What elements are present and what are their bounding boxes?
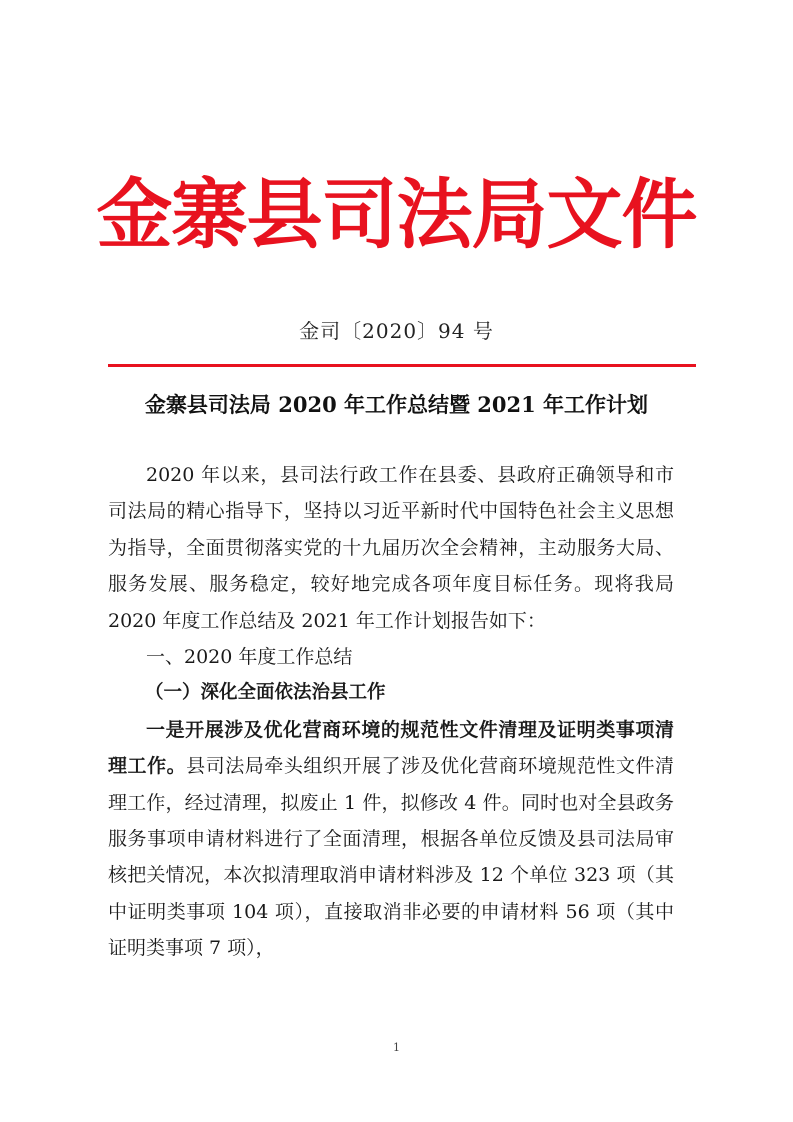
red-separator-line: [108, 364, 696, 367]
masthead-title: 金寨县司法局文件: [96, 170, 697, 259]
subsection-heading: （一）深化全面依法治县工作: [145, 682, 386, 704]
item-lead: 一是开展涉及优化营商环境的规范性文件清理及证明类事项清理工作。: [108, 718, 674, 778]
intro-paragraph: 2020 年以来，县司法行政工作在县委、县政府正确领导和市司法局的精心指导下，坚持以习近平新时代中国特色社会主义思想为指导，全面贯彻落实党的十九届历次全会精神，主动服务大局、服务发展、服务稳定，较好地完成各项年度目标任务。现将我局 2020 年度工作总结及 2021 年工作计划报告如下：: [108, 464, 674, 632]
document-title: 金寨县司法局 2020 年工作总结暨 2021 年工作计划: [144, 392, 649, 417]
item-text: 县司法局牵头组织开展了涉及优化营商环境规范性文件清理工作，经过清理，拟废止 1 件，拟修改 4 件。同时也对全县政务服务事项申请材料进行了全面清理，根据各单位反馈及县司法局审核把关情况，本次拟清理取消申请材料涉及 12 个单位 323 项（其中证明类事项 104 项），直接取消非必要的申请材料 56 项（其中证明类事项 7 项），: [108, 755, 674, 960]
document-number: 金司〔2020〕94 号: [299, 319, 494, 343]
item-paragraph: [108, 712, 674, 967]
section-heading: 一、2020 年度工作总结: [146, 646, 353, 669]
page-number: 1: [393, 1041, 400, 1054]
document-body: [108, 457, 674, 967]
